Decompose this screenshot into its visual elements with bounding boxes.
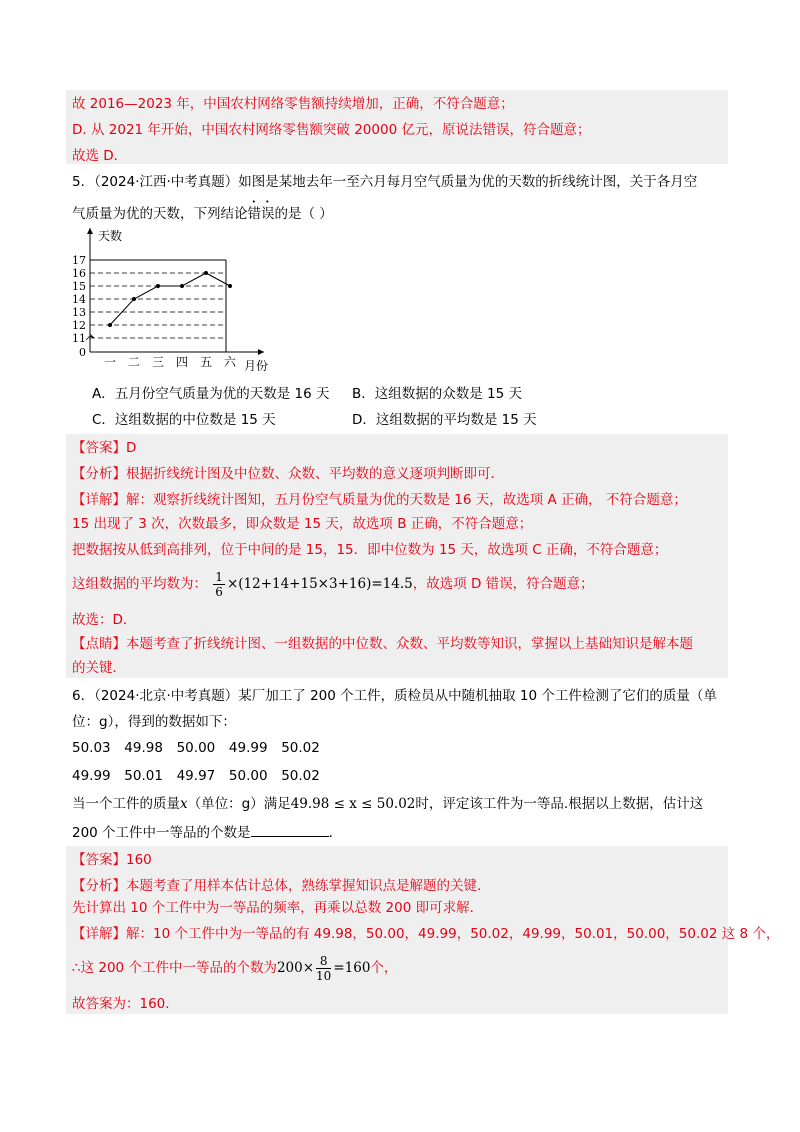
q5-mean-expression: ×(12+14+15×3+16)=14.5	[226, 576, 413, 592]
q6-answer-blank[interactable]	[251, 822, 329, 837]
y-tick-label: 0	[79, 346, 86, 359]
q6-analysis-2: 先计算出 10 个工件中为一等品的频率，再乘以总数 200 即可求解．	[72, 900, 484, 916]
q5-answer: 【答案】D	[72, 440, 137, 456]
data-value: 49.97	[176, 768, 216, 784]
q6-ask-suffix: ．	[328, 825, 343, 841]
q6-cond-var: x	[180, 796, 188, 812]
x-tick-label: 三	[151, 355, 165, 369]
q6-calc-prefix: ∴这 200 个工件中一等品的个数为	[72, 960, 277, 976]
data-value: 50.03	[72, 740, 111, 756]
x-tick-label: 六	[223, 355, 237, 369]
q6-cond-prefix: 当一个工件的质量	[72, 796, 180, 812]
data-point	[156, 284, 160, 288]
fraction-numerator: 8	[316, 954, 331, 969]
data-value: 50.01	[124, 768, 163, 784]
y-tick-label: 16	[72, 267, 86, 280]
chart-axes	[86, 228, 264, 352]
data-point	[180, 284, 184, 288]
q5-comment-2: 的关键．	[72, 660, 126, 676]
q6-cond-suffix: 时，评定该工件为一等品.根据以上数据，估计这	[415, 796, 704, 812]
q5-detail-4	[72, 568, 594, 600]
data-value: 50.02	[281, 740, 320, 756]
q5-option-a[interactable]: A．五月份空气质量为优的天数是 16 天	[92, 386, 330, 402]
fraction-numerator: 1	[215, 569, 223, 584]
line-chart	[68, 224, 278, 376]
x-tick-label: 二	[127, 355, 141, 369]
data-value: 50.00	[228, 768, 268, 784]
q5-analysis: 【分析】根据折线统计图及中位数、众数、平均数的意义逐项判断即可．	[72, 466, 504, 482]
y-tick-label: 14	[72, 293, 86, 306]
x-tick-label: 一	[103, 355, 117, 369]
x-tick-label: 四	[175, 355, 189, 369]
q5-stem-line1: 5．（2024·江西·中考真题）如图是某地去年一至六月每月空气质量为优的天数的折线统计图，关于各月空	[72, 174, 698, 190]
data-value: 50.02	[281, 768, 320, 784]
q6-analysis-1: 【分析】本题考查了用样本估计总体，熟练掌握知识点是解题的关键．	[72, 878, 491, 894]
q5-option-c[interactable]: C．这组数据的中位数是 15 天	[92, 412, 276, 428]
data-point	[132, 297, 136, 301]
q5-detail-2: 15 出现了 3 次，次数最多，即众数是 15 天，故选项 B 正确，不符合题意；	[72, 516, 533, 532]
data-point	[108, 323, 112, 327]
q5-option-d[interactable]: D．这组数据的平均数是 15 天	[352, 412, 537, 428]
q6-data-row-2	[72, 766, 329, 786]
data-point	[204, 271, 208, 275]
q5-comment-1: 【点睛】本题考查了折线统计图、一组数据的中位数、众数、平均数等知识，掌握以上基础知识是解本题	[72, 636, 693, 652]
y-tick-label: 11	[72, 332, 86, 345]
q6-calc-fraction	[316, 954, 331, 983]
fraction-denominator: 6	[215, 584, 223, 599]
x-axis-label: 月份	[244, 359, 269, 373]
data-point	[228, 284, 232, 288]
data-value: 49.98	[124, 740, 163, 756]
data-value: 50.00	[176, 740, 216, 756]
q5-stem-post: 的是（ ）	[274, 206, 333, 222]
q6-detail-1: 【详解】解：10 个工件中为一等品的有 49.98，50.00，49.99，50.02，49.99，50.01，50.00，50.02 这 8 个，	[72, 926, 780, 942]
q5-mean-prefix: 这组数据的平均数为：	[72, 576, 207, 592]
q6-data-row-1	[72, 738, 329, 758]
q5-detail-3: 把数据按从低到高排列，位于中间的是 15，15．即中位数为 15 天，故选项 C 正确，不符合题意；	[72, 542, 668, 558]
y-tick-label: 13	[72, 306, 86, 319]
q5-mean-fraction	[213, 570, 225, 599]
q4-text-1: 故 2016—2023 年，中国农村网络零售额持续增加，正确，不符合题意；	[72, 96, 514, 112]
q6-cond-mid: （单位：g）满足	[187, 796, 291, 812]
q5-stem-emphasis: 错误	[247, 206, 275, 222]
q6-question	[72, 822, 342, 843]
y-tick-label: 15	[72, 280, 86, 293]
q5-conclusion: 故选：D．	[72, 612, 137, 628]
data-value: 49.99	[228, 740, 268, 756]
x-tick-label: 五	[199, 355, 213, 369]
q4-conclusion: 故选 D．	[72, 148, 128, 164]
q6-calc-a: 200×	[276, 960, 315, 976]
y-axis-label: 天数	[98, 229, 123, 243]
q6-calc-b: =160	[333, 960, 371, 976]
q6-ask-prefix: 200 个工件中一等品的个数是	[72, 825, 251, 841]
q6-cond-math: 49.98 ≤ x ≤ 50.02	[290, 796, 416, 812]
y-tick-label: 17	[72, 254, 86, 267]
q5-mean-suffix: ，故选项 D 错误，符合题意；	[412, 576, 594, 592]
q6-calc-suffix: 个，	[370, 960, 398, 976]
q6-condition	[72, 794, 703, 814]
q6-stem-line1: 6．（2024·北京·中考真题）某厂加工了 200 个工件，质检员从中随机抽取 10 个工件检测了它们的质量（单	[72, 688, 717, 704]
fraction-denominator: 10	[316, 968, 332, 983]
q6-detail-2	[72, 952, 397, 984]
data-value: 49.99	[72, 768, 111, 784]
y-tick-label: 12	[72, 319, 86, 332]
q5-detail-1: 【详解】解：观察折线统计图知，五月份空气质量为优的天数是 16 天，故选项 A 正确， 不符合题意；	[72, 492, 687, 508]
q6-stem-line2: 位：g），得到的数据如下：	[72, 714, 236, 730]
q4-text-2: D. 从 2021 年开始，中国农村网络零售额突破 20000 亿元，原说法错误，符合题意；	[72, 122, 591, 138]
q6-answer: 【答案】160	[72, 852, 152, 868]
q5-stem-line2	[72, 198, 333, 224]
q5-option-b[interactable]: B．这组数据的众数是 15 天	[352, 386, 523, 402]
q6-conclusion: 故答案为：160．	[72, 996, 179, 1012]
q5-stem-pre: 气质量为优的天数，下列结论	[72, 206, 248, 222]
